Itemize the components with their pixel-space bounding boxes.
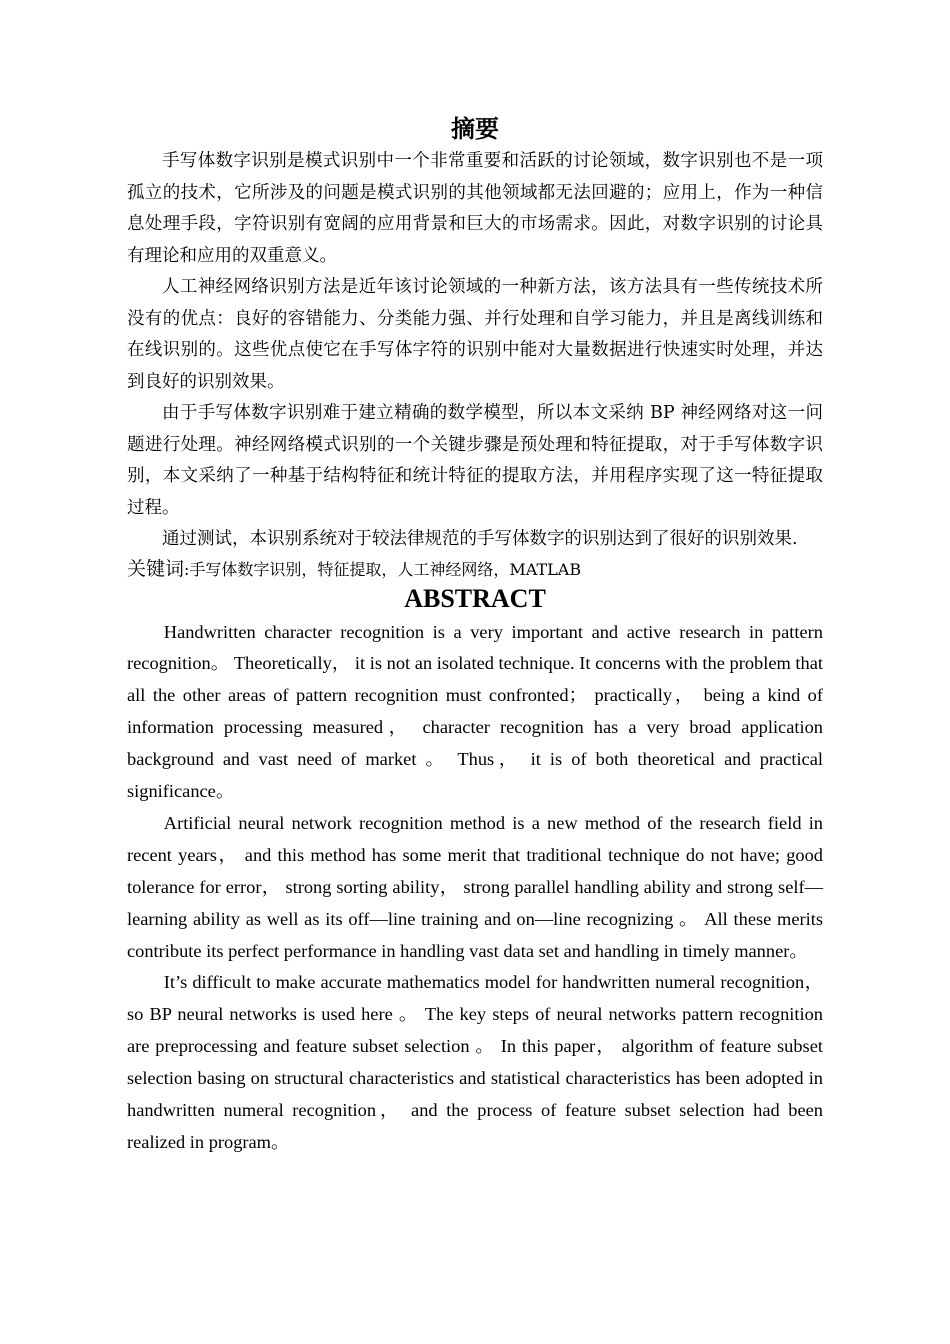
keywords-label: 关键词 [127,557,185,580]
keywords-line [127,556,823,583]
chinese-abstract-paragraph-4: 通过测试，本识别系统对于较法律规范的手写体数字的识别达到了很好的识别效果. [162,529,798,549]
english-abstract-paragraph-1: Handwritten character recognition is a very important and active research in pattern recognition。 Theoretically， it is not an isolated technique. It concerns with the problem that all the other areas of pattern recognition must confronted； practically， being a kind of information processing measured， character recognition has a very broad application background and vast need of market 。 Thus， it is of both theoretical and practical significance。 [127,621,823,802]
chinese-abstract-paragraph-1: 手写体数字识别是模式识别中一个非常重要和活跃的讨论领域，数字识别也不是一项孤立的技术，它所涉及的问题是模式识别的其他领域都无法回避的；应用上，作为一种信息处理手段，字符识别有宽阔的应用背景和巨大的市场需求。因此，对数字识别的讨论具有理论和应用的双重意义。 [127,151,823,266]
document-page [127,112,823,1159]
keywords-text: :手写体数字识别，特征提取，人工神经网络，MATLAB [184,559,582,579]
chinese-abstract-title: 摘要 [451,115,499,143]
english-abstract-paragraph-2: Artificial neural network recognition method is a new method of the research field in recent years， and this method has some merit that traditional technique do not have; good tolerance for error， strong sorting ability， strong parallel handling ability and strong self—learning ability as well as its off—line training and on—line recognizing 。 All these merits contribute its perfect performance in handling vast data set and handling in timely manner。 [127,812,823,961]
chinese-abstract-paragraph-2: 人工神经网络识别方法是近年该讨论领域的一种新方法，该方法具有一些传统技术所没有的优点：良好的容错能力、分类能力强、并行处理和自学习能力，并且是离线训练和在线识别的。这些优点使它在手写体字符的识别中能对大量数据进行快速实时处理，并达到良好的识别效果。 [127,277,823,392]
chinese-abstract-paragraph-3: 由于手写体数字识别难于建立精确的数学模型，所以本文采纳 BP 神经网络对这一问题进行处理。神经网络模式识别的一个关键步骤是预处理和特征提取，对于手写体数字识别，本文采纳了一种基于结构特征和统计特征的提取方法，并用程序实现了这一特征提取过程。 [127,403,823,518]
english-abstract-title: ABSTRACT [404,583,546,613]
english-abstract-paragraph-3: It’s difficult to make accurate mathematics model for handwritten numeral recognition， so BP neural networks is used here 。 The key steps of neural networks pattern recognition are preprocessing and feature subset selection 。 In this paper， algorithm of feature subset selection basing on structural characteristics and statistical characteristics has been adopted in handwritten numeral recognition， and the process of feature subset selection had been realized in program。 [127,972,823,1152]
